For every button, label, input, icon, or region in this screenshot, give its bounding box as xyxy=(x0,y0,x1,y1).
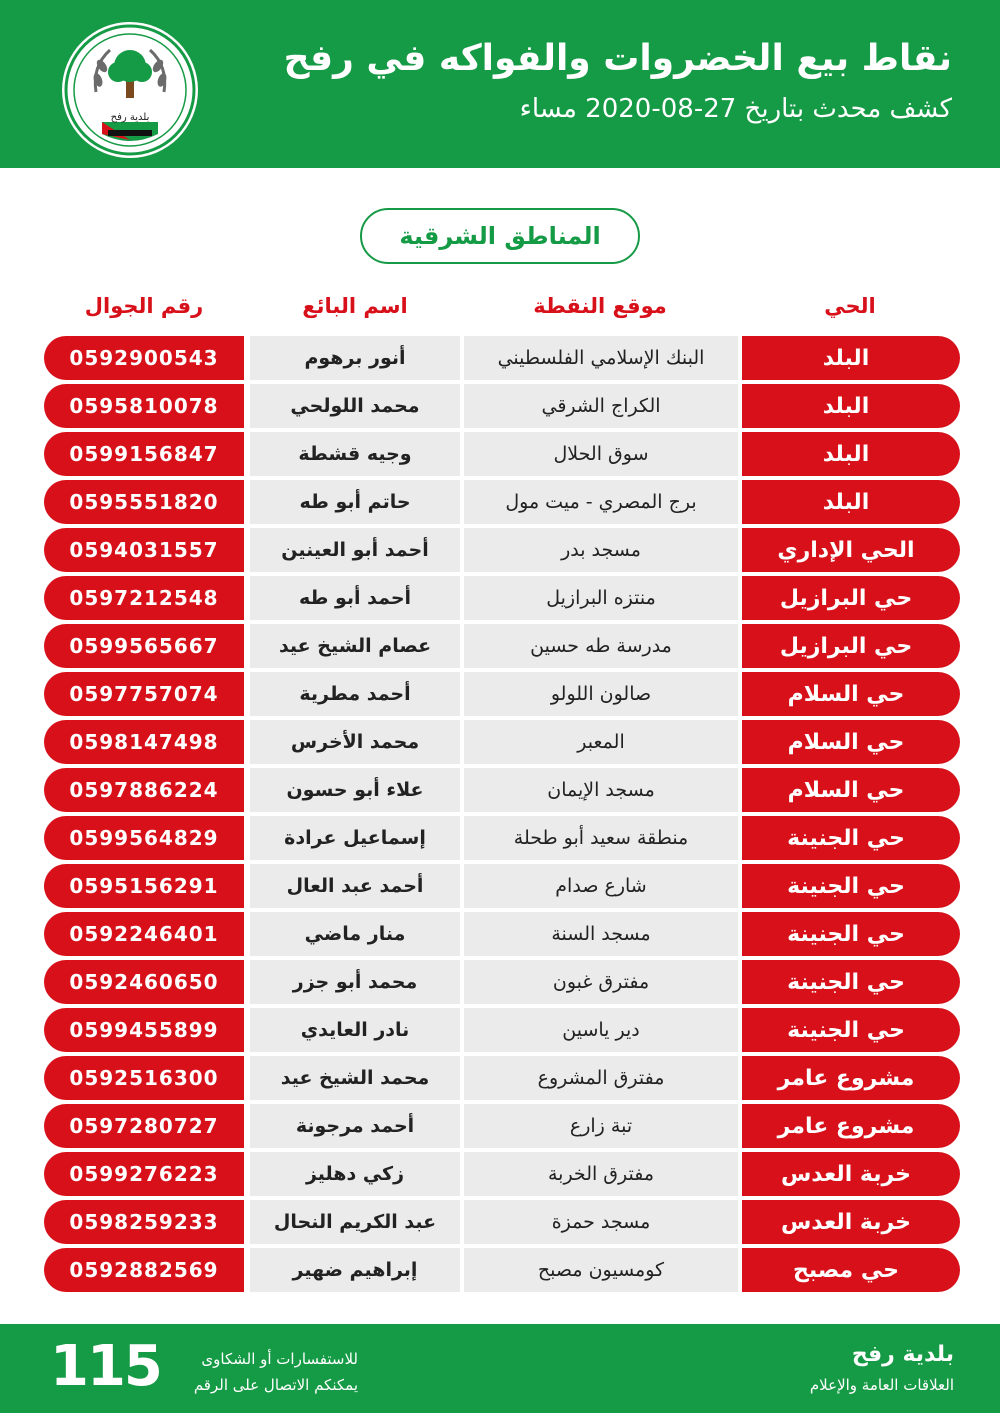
logo-graphic xyxy=(62,22,198,158)
phone-cell: 0595156291 xyxy=(44,864,244,908)
phone-cell: 0597886224 xyxy=(44,768,244,812)
district-cell: البلد xyxy=(742,432,960,476)
table-row xyxy=(0,624,1000,668)
district-cell: حي السلام xyxy=(742,720,960,764)
location-cell: سوق الحلال xyxy=(464,432,738,476)
location-cell: صالون اللولو xyxy=(464,672,738,716)
seller-cell: وجيه قشطة xyxy=(250,432,460,476)
column-header-seller: اسم البائع xyxy=(302,294,408,318)
location-cell: شارع صدام xyxy=(464,864,738,908)
logo-text: بلدية رفح xyxy=(110,112,150,123)
seller-cell: نادر العايدي xyxy=(250,1008,460,1052)
table-row xyxy=(0,1104,1000,1148)
district-cell: حي السلام xyxy=(742,768,960,812)
phone-cell: 0599156847 xyxy=(44,432,244,476)
table-row xyxy=(0,1056,1000,1100)
header-banner xyxy=(0,0,1000,168)
table-row xyxy=(0,768,1000,812)
location-cell: تبة زارع xyxy=(464,1104,738,1148)
district-cell: حي البرازيل xyxy=(742,576,960,620)
location-cell: مفترق غبون xyxy=(464,960,738,1004)
seller-cell: أحمد أبو طه xyxy=(250,576,460,620)
seller-cell: عصام الشيخ عيد xyxy=(250,624,460,668)
phone-cell: 0597280727 xyxy=(44,1104,244,1148)
location-cell: كومسيون مصبح xyxy=(464,1248,738,1292)
page-subtitle: كشف محدث بتاريخ 27-08-2020 مساء xyxy=(519,94,952,124)
district-cell: حي الجنينة xyxy=(742,816,960,860)
location-cell: مفترق المشروع xyxy=(464,1056,738,1100)
seller-cell: أحمد مرجونة xyxy=(250,1104,460,1148)
seller-cell: أنور برهوم xyxy=(250,336,460,380)
table-row xyxy=(0,384,1000,428)
location-cell: مسجد السنة xyxy=(464,912,738,956)
location-cell: البنك الإسلامي الفلسطيني xyxy=(464,336,738,380)
district-cell: حي البرازيل xyxy=(742,624,960,668)
district-cell: حي الجنينة xyxy=(742,960,960,1004)
district-cell: حي مصبح xyxy=(742,1248,960,1292)
table-row xyxy=(0,480,1000,524)
location-cell: مسجد الإيمان xyxy=(464,768,738,812)
district-cell: حي السلام xyxy=(742,672,960,716)
district-cell: البلد xyxy=(742,384,960,428)
seller-cell: محمد اللولحي xyxy=(250,384,460,428)
phone-cell: 0595551820 xyxy=(44,480,244,524)
district-cell: الحي الإداري xyxy=(742,528,960,572)
table-row xyxy=(0,864,1000,908)
location-cell: المعبر xyxy=(464,720,738,764)
location-cell: منطقة سعيد أبو طحلة xyxy=(464,816,738,860)
seller-cell: عبد الكريم النحال xyxy=(250,1200,460,1244)
table-row xyxy=(0,1008,1000,1052)
seller-cell: إسماعيل عرادة xyxy=(250,816,460,860)
page-title: نقاط بيع الخضروات والفواكه في رفح xyxy=(283,38,952,79)
seller-cell: أحمد مطرية xyxy=(250,672,460,716)
phone-cell: 0598147498 xyxy=(44,720,244,764)
location-cell: الكراج الشرقي xyxy=(464,384,738,428)
phone-cell: 0594031557 xyxy=(44,528,244,572)
phone-cell: 0597212548 xyxy=(44,576,244,620)
table-row xyxy=(0,336,1000,380)
table-row xyxy=(0,432,1000,476)
table-row xyxy=(0,1200,1000,1244)
section-label: المناطق الشرقية xyxy=(360,208,640,264)
location-cell: دير ياسين xyxy=(464,1008,738,1052)
phone-cell: 0597757074 xyxy=(44,672,244,716)
district-cell: البلد xyxy=(742,480,960,524)
phone-cell: 0595810078 xyxy=(44,384,244,428)
seller-cell: محمد الشيخ عيد xyxy=(250,1056,460,1100)
seller-cell: محمد الأخرس xyxy=(250,720,460,764)
district-cell: مشروع عامر xyxy=(742,1056,960,1100)
district-cell: حي الجنينة xyxy=(742,912,960,956)
phone-cell: 0592882569 xyxy=(44,1248,244,1292)
location-cell: مدرسة طه حسين xyxy=(464,624,738,668)
location-cell: مسجد بدر xyxy=(464,528,738,572)
seller-cell: إبراهيم ضهير xyxy=(250,1248,460,1292)
phone-cell: 0592516300 xyxy=(44,1056,244,1100)
seller-cell: علاء أبو حسون xyxy=(250,768,460,812)
table-row xyxy=(0,528,1000,572)
footer-org-name: بلدية رفح xyxy=(851,1342,954,1367)
table-row xyxy=(0,816,1000,860)
seller-cell: أحمد أبو العينين xyxy=(250,528,460,572)
district-cell: حي الجنينة xyxy=(742,1008,960,1052)
footer-hotline-number: 115 xyxy=(50,1334,161,1399)
footer-banner xyxy=(0,1324,1000,1413)
column-header-location: موقع النقطة xyxy=(533,294,667,318)
location-cell: مسجد حمزة xyxy=(464,1200,738,1244)
table-row xyxy=(0,672,1000,716)
district-cell: مشروع عامر xyxy=(742,1104,960,1148)
phone-cell: 0599455899 xyxy=(44,1008,244,1052)
phone-cell: 0598259233 xyxy=(44,1200,244,1244)
location-cell: منتزه البرازيل xyxy=(464,576,738,620)
phone-cell: 0592460650 xyxy=(44,960,244,1004)
seller-cell: أحمد عبد العال xyxy=(250,864,460,908)
table-row xyxy=(0,1152,1000,1196)
location-cell: برج المصري - ميت مول xyxy=(464,480,738,524)
table-row xyxy=(0,576,1000,620)
phone-cell: 0599564829 xyxy=(44,816,244,860)
footer-call-text: يمكنكم الاتصال على الرقم xyxy=(193,1376,358,1394)
district-cell: خربة العدس xyxy=(742,1200,960,1244)
seller-cell: زكي دهليز xyxy=(250,1152,460,1196)
phone-cell: 0599565667 xyxy=(44,624,244,668)
district-cell: البلد xyxy=(742,336,960,380)
phone-cell: 0599276223 xyxy=(44,1152,244,1196)
table-row xyxy=(0,912,1000,956)
column-header-phone: رقم الجوال xyxy=(84,294,204,318)
district-cell: خربة العدس xyxy=(742,1152,960,1196)
table-row xyxy=(0,720,1000,764)
table-row xyxy=(0,960,1000,1004)
seller-cell: منار ماضي xyxy=(250,912,460,956)
phone-cell: 0592246401 xyxy=(44,912,244,956)
seller-cell: حاتم أبو طه xyxy=(250,480,460,524)
municipality-logo-icon xyxy=(62,22,198,158)
table-row xyxy=(0,1248,1000,1292)
district-cell: حي الجنينة xyxy=(742,864,960,908)
column-header-district: الحي xyxy=(824,294,876,318)
seller-cell: محمد أبو جزر xyxy=(250,960,460,1004)
footer-inquiries-text: للاستفسارات أو الشكاوى xyxy=(201,1350,358,1368)
footer-department: العلاقات العامة والإعلام xyxy=(809,1376,954,1394)
phone-cell: 0592900543 xyxy=(44,336,244,380)
location-cell: مفترق الخربة xyxy=(464,1152,738,1196)
